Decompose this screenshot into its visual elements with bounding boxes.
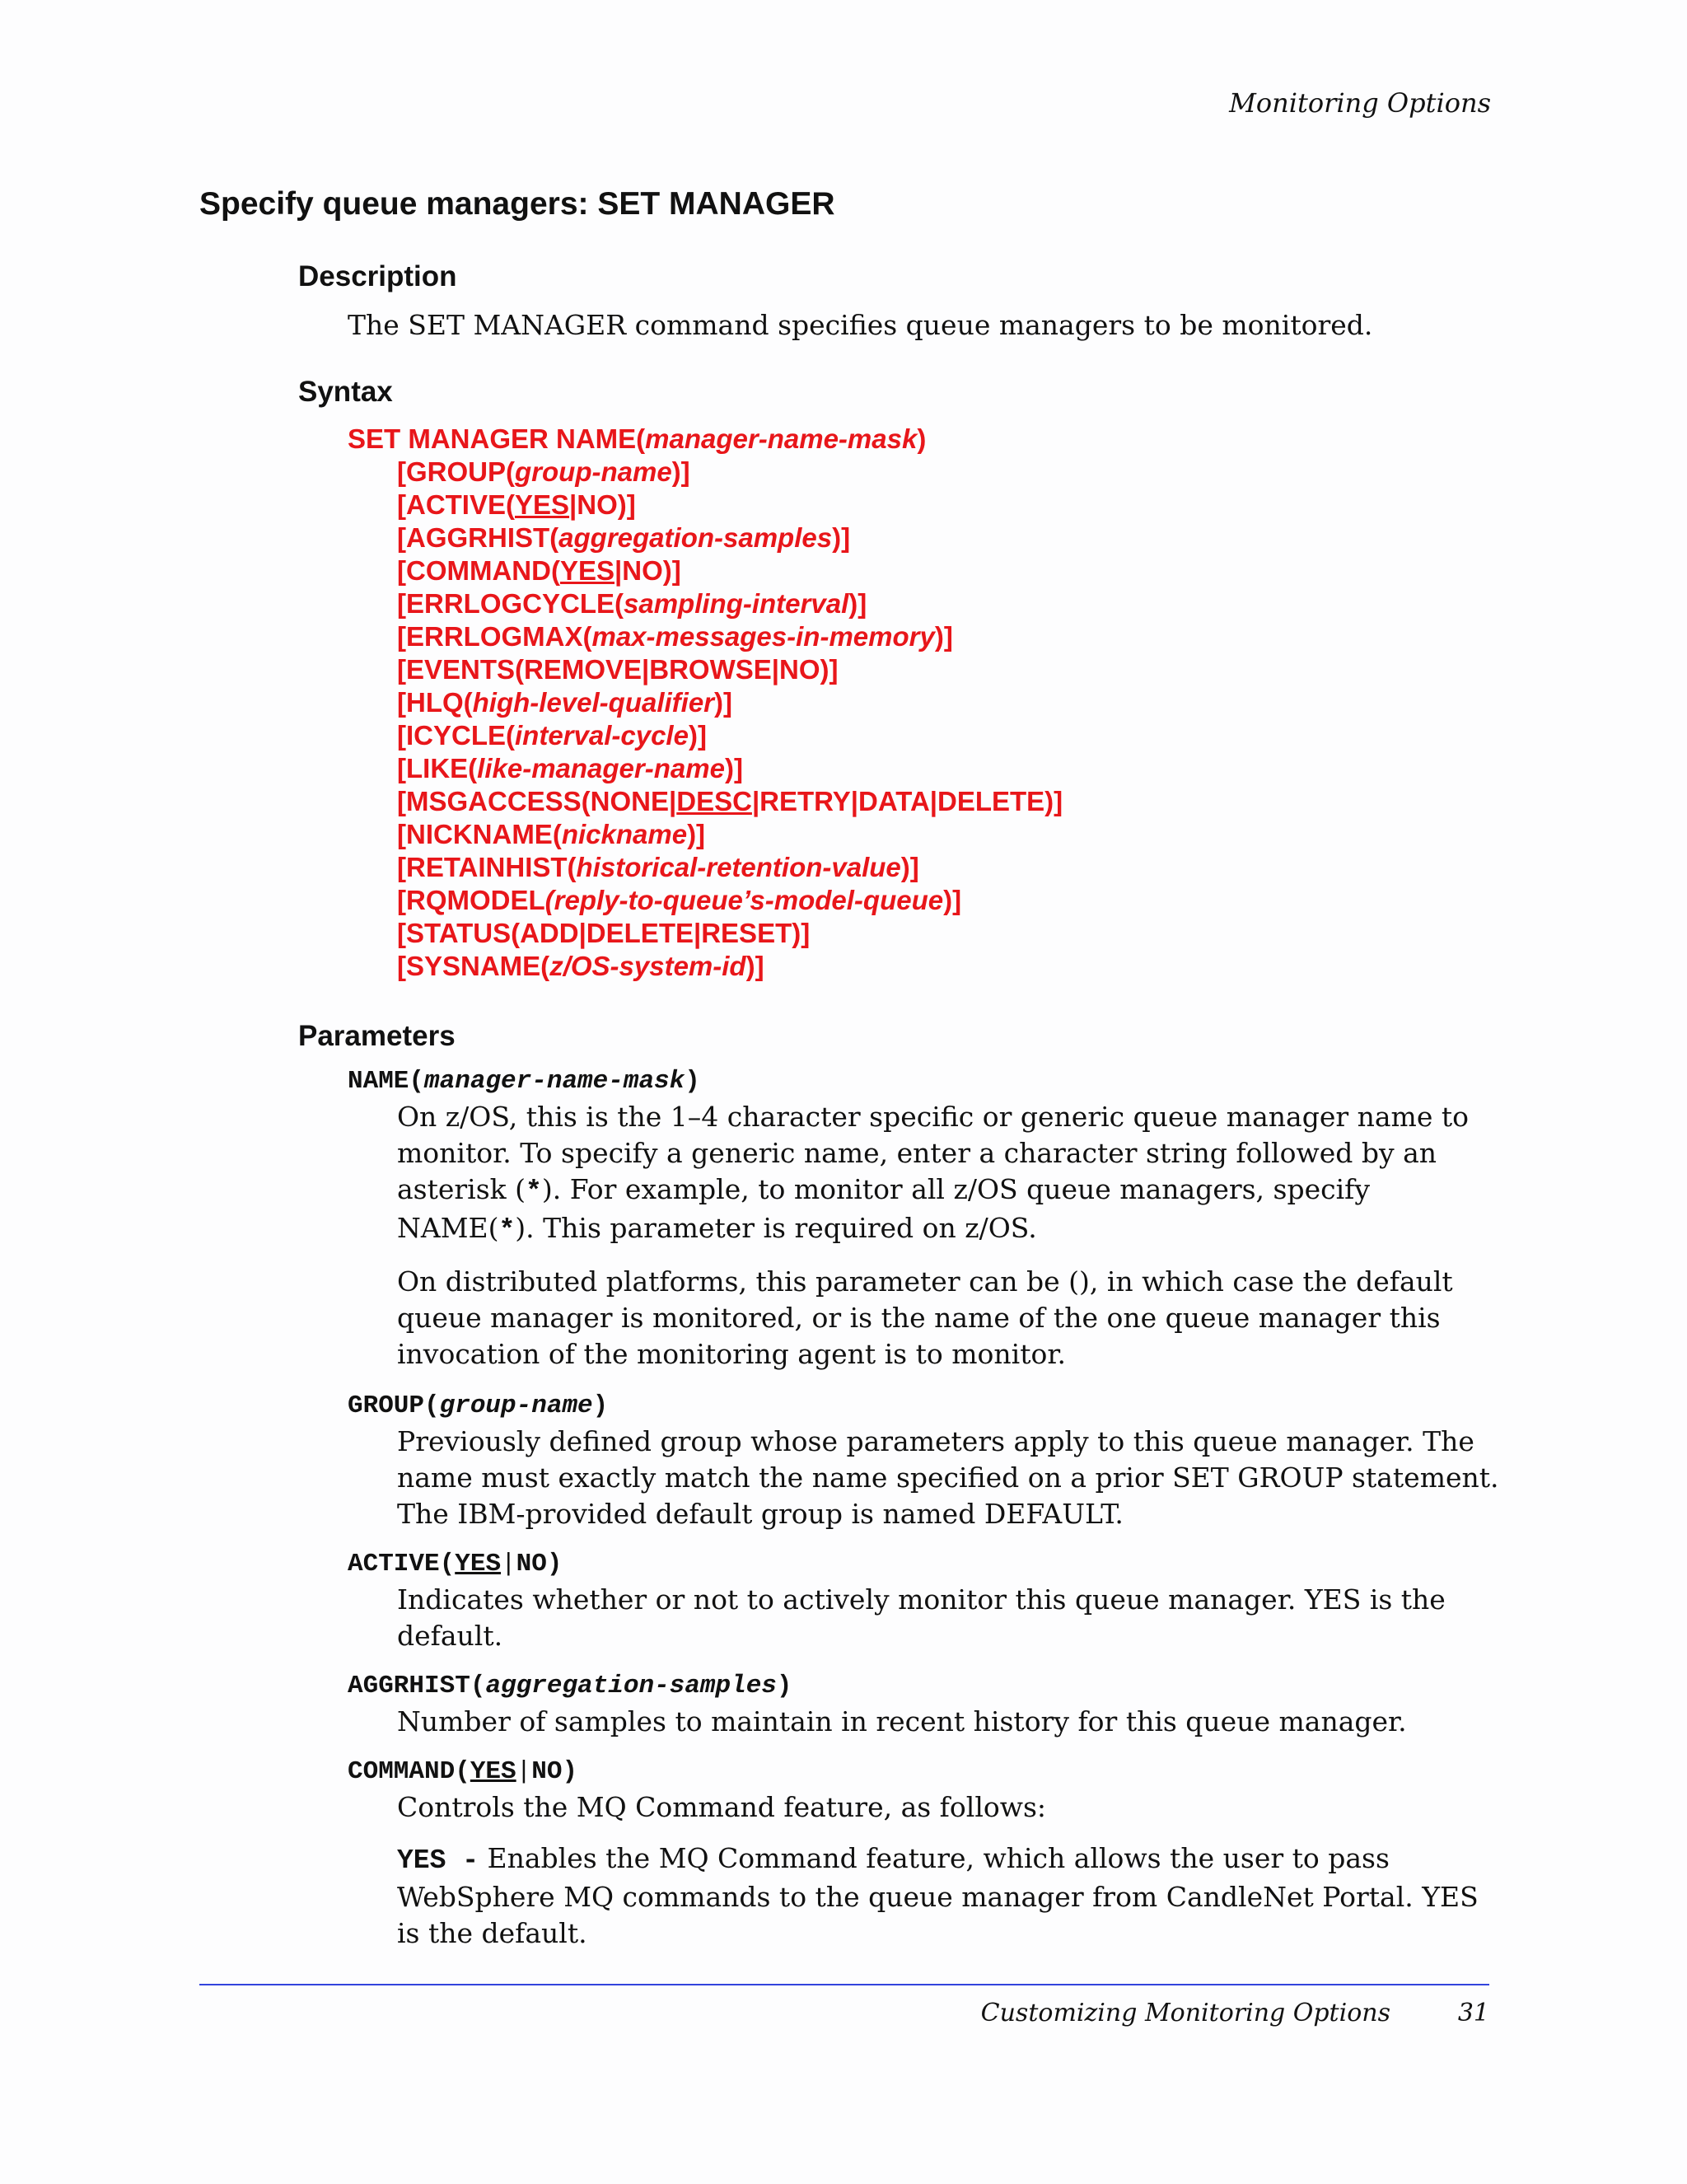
param-name-desc-2: On distributed platforms, this parameter can be (), in which case the default queue manager is monitored, or is the name of the one queue manager this invocation of the monitoring agent is to monitor. <box>397 1265 1453 1370</box>
syntax-block <box>348 423 1063 983</box>
description-text: The SET MANAGER command specifies queue managers to be monitored. <box>348 309 1373 341</box>
syntax-line: [MSGACCESS(NONE|DESC|RETRY|DATA|DELETE)] <box>397 786 1063 816</box>
syntax-line: [COMMAND(YES|NO)] <box>397 555 681 586</box>
syntax-line: [GROUP(group-name)] <box>397 456 690 487</box>
parameters-list <box>348 1064 1501 1967</box>
param-name-term: NAME(manager-name-mask) <box>348 1067 700 1096</box>
syntax-line: [EVENTS(REMOVE|BROWSE|NO)] <box>397 654 839 685</box>
footer-title: Customizing Monitoring Options <box>980 1999 1390 2027</box>
syntax-line: [ERRLOGMAX(max-messages-in-memory)] <box>397 621 953 652</box>
param-active-term: ACTIVE(YES|NO) <box>348 1550 563 1578</box>
section-title: Specify queue managers: SET MANAGER <box>199 186 835 222</box>
syntax-line: [ACTIVE(YES|NO)] <box>397 489 636 520</box>
description-heading: Description <box>298 260 457 292</box>
param-aggrhist-desc: Number of samples to maintain in recent history for this queue manager. <box>397 1705 1407 1737</box>
syntax-line: [HLQ(high-level-qualifier)] <box>397 687 732 718</box>
yes-option-label: YES - <box>397 1845 479 1876</box>
param-command-desc: Controls the MQ Command feature, as follows: <box>397 1791 1047 1823</box>
syntax-line: [RETAINHIST(historical-retention-value)] <box>397 852 919 882</box>
syntax-line: [NICKNAME(nickname)] <box>397 819 706 849</box>
page-number: 31 <box>1457 1999 1489 2027</box>
param-group-term: GROUP(group-name) <box>348 1391 609 1420</box>
parameters-heading: Parameters <box>298 1020 456 1052</box>
syntax-line: [AGGRHIST(aggregation-samples)] <box>397 522 851 553</box>
syntax-line: [STATUS(ADD|DELETE|RESET)] <box>397 918 811 948</box>
syntax-line: [RQMODEL(reply-to-queue’s-model-queue)] <box>397 885 962 915</box>
running-header: Monitoring Options <box>1229 87 1491 119</box>
param-command-term: COMMAND(YES|NO) <box>348 1757 578 1786</box>
syntax-line: [LIKE(like-manager-name)] <box>397 753 743 783</box>
param-aggrhist-term: AGGRHIST(aggregation-samples) <box>348 1672 792 1700</box>
param-command-yes-desc: YES - Enables the MQ Command feature, which allows the user to pass WebSphere MQ commands to the queue manager from CandleNet Portal. YES is the default. <box>397 1842 1479 1949</box>
param-name-desc: On z/OS, this is the 1–4 character specific or generic queue manager name to monitor. To specify a generic name, enter a character string followed by an asterisk (*). For example, to monitor all z/OS queue managers, specify NAME(*). This parameter is required on z/OS. <box>397 1101 1469 1246</box>
syntax-line: [ERRLOGCYCLE(sampling-interval)] <box>397 588 867 619</box>
syntax-line: [SYSNAME(z/OS-system-id)] <box>397 951 764 981</box>
syntax-heading: Syntax <box>298 376 393 408</box>
param-active-desc: Indicates whether or not to actively monitor this queue manager. YES is the default. <box>397 1583 1446 1652</box>
syntax-line: [ICYCLE(interval-cycle)] <box>397 720 707 751</box>
param-group-desc: Previously defined group whose parameters apply to this queue manager. The name must exactly match the name specified on a prior SET GROUP statement. The IBM-provided default group is named DEFAULT. <box>397 1425 1499 1530</box>
footer-rule <box>199 1984 1489 1985</box>
syntax-line: SET MANAGER NAME(manager-name-mask) <box>348 423 927 454</box>
